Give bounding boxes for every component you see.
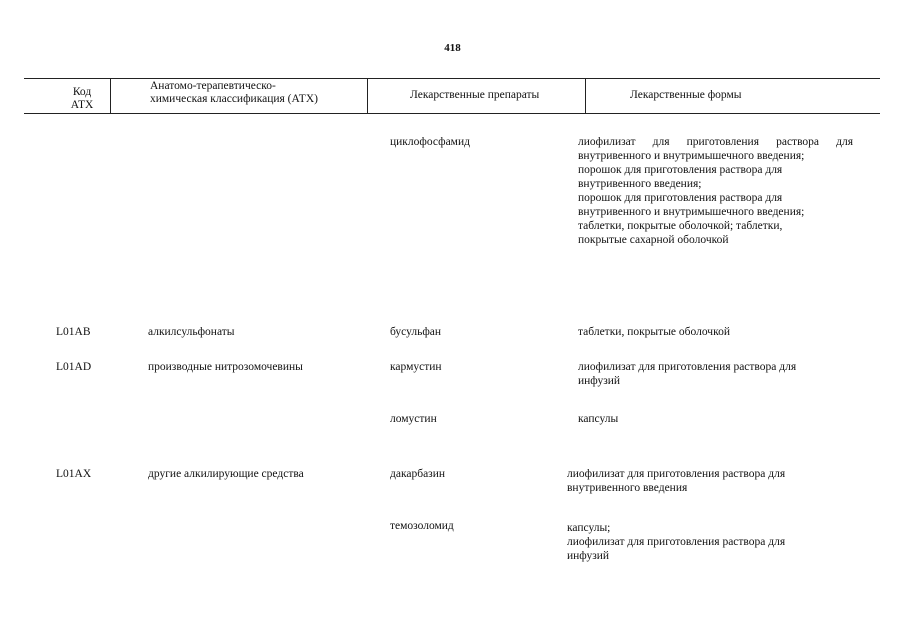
atc-code: L01AX bbox=[56, 468, 92, 480]
header-divider bbox=[367, 78, 368, 113]
drug-name: циклофосфамид bbox=[390, 136, 470, 148]
drug-name: ломустин bbox=[390, 413, 437, 425]
atc-code: L01AD bbox=[56, 361, 92, 373]
form-line: внутривенного введения; bbox=[578, 178, 702, 190]
atc-code: L01AB bbox=[56, 326, 91, 338]
drug-name: дакарбазин bbox=[390, 468, 446, 480]
atc-classification: алкилсульфонаты bbox=[148, 326, 235, 338]
form-line: капсулы bbox=[578, 413, 619, 425]
form-line: таблетки, покрытые оболочкой; таблетки, bbox=[578, 220, 783, 232]
form-line: инфузий bbox=[578, 375, 621, 387]
header-code: Код АТХ bbox=[70, 86, 94, 111]
drug-name: кармустин bbox=[390, 361, 442, 373]
form-line: внутривенного введения bbox=[567, 482, 688, 494]
header-atc-classification: Анатомо-терапевтическо- химическая классификация (АТХ) bbox=[150, 80, 318, 105]
form-line: покрытые сахарной оболочкой bbox=[578, 234, 729, 246]
form-line: лиофилизат для приготовления раствора для bbox=[567, 536, 786, 548]
form-line: инфузий bbox=[567, 550, 610, 562]
header-divider bbox=[110, 78, 111, 113]
form-line: лиофилизат для приготовления раствора для bbox=[567, 468, 786, 480]
form-line: капсулы; bbox=[567, 522, 611, 534]
drug-forms bbox=[567, 467, 842, 495]
drug-forms bbox=[578, 135, 853, 247]
drug-name: темозоломид bbox=[390, 520, 454, 532]
drug-forms bbox=[578, 325, 853, 339]
form-line: лиофилизат для приготовления раствора для bbox=[578, 361, 797, 373]
atc-classification: производные нитрозомочевины bbox=[148, 361, 303, 373]
drug-forms bbox=[578, 412, 853, 426]
table-top-rule bbox=[24, 78, 880, 79]
page-number: 418 bbox=[444, 42, 461, 54]
atc-classification: другие алкилирующие средства bbox=[148, 468, 304, 480]
form-line: порошок для приготовления раствора для bbox=[578, 164, 783, 176]
drug-forms bbox=[567, 521, 842, 563]
form-line: порошок для приготовления раствора для bbox=[578, 192, 783, 204]
form-line: внутривенного и внутримышечного введения; bbox=[578, 150, 805, 162]
header-drugs: Лекарственные препараты bbox=[410, 89, 540, 101]
form-line: лиофилизат для приготовления раствора для bbox=[578, 136, 853, 148]
table-header-bottom-rule bbox=[24, 113, 880, 114]
form-line: таблетки, покрытые оболочкой bbox=[578, 326, 730, 338]
drug-forms bbox=[578, 360, 853, 388]
drug-name: бусульфан bbox=[390, 326, 442, 338]
form-line: внутривенного и внутримышечного введения; bbox=[578, 206, 805, 218]
header-forms: Лекарственные формы bbox=[630, 89, 742, 101]
